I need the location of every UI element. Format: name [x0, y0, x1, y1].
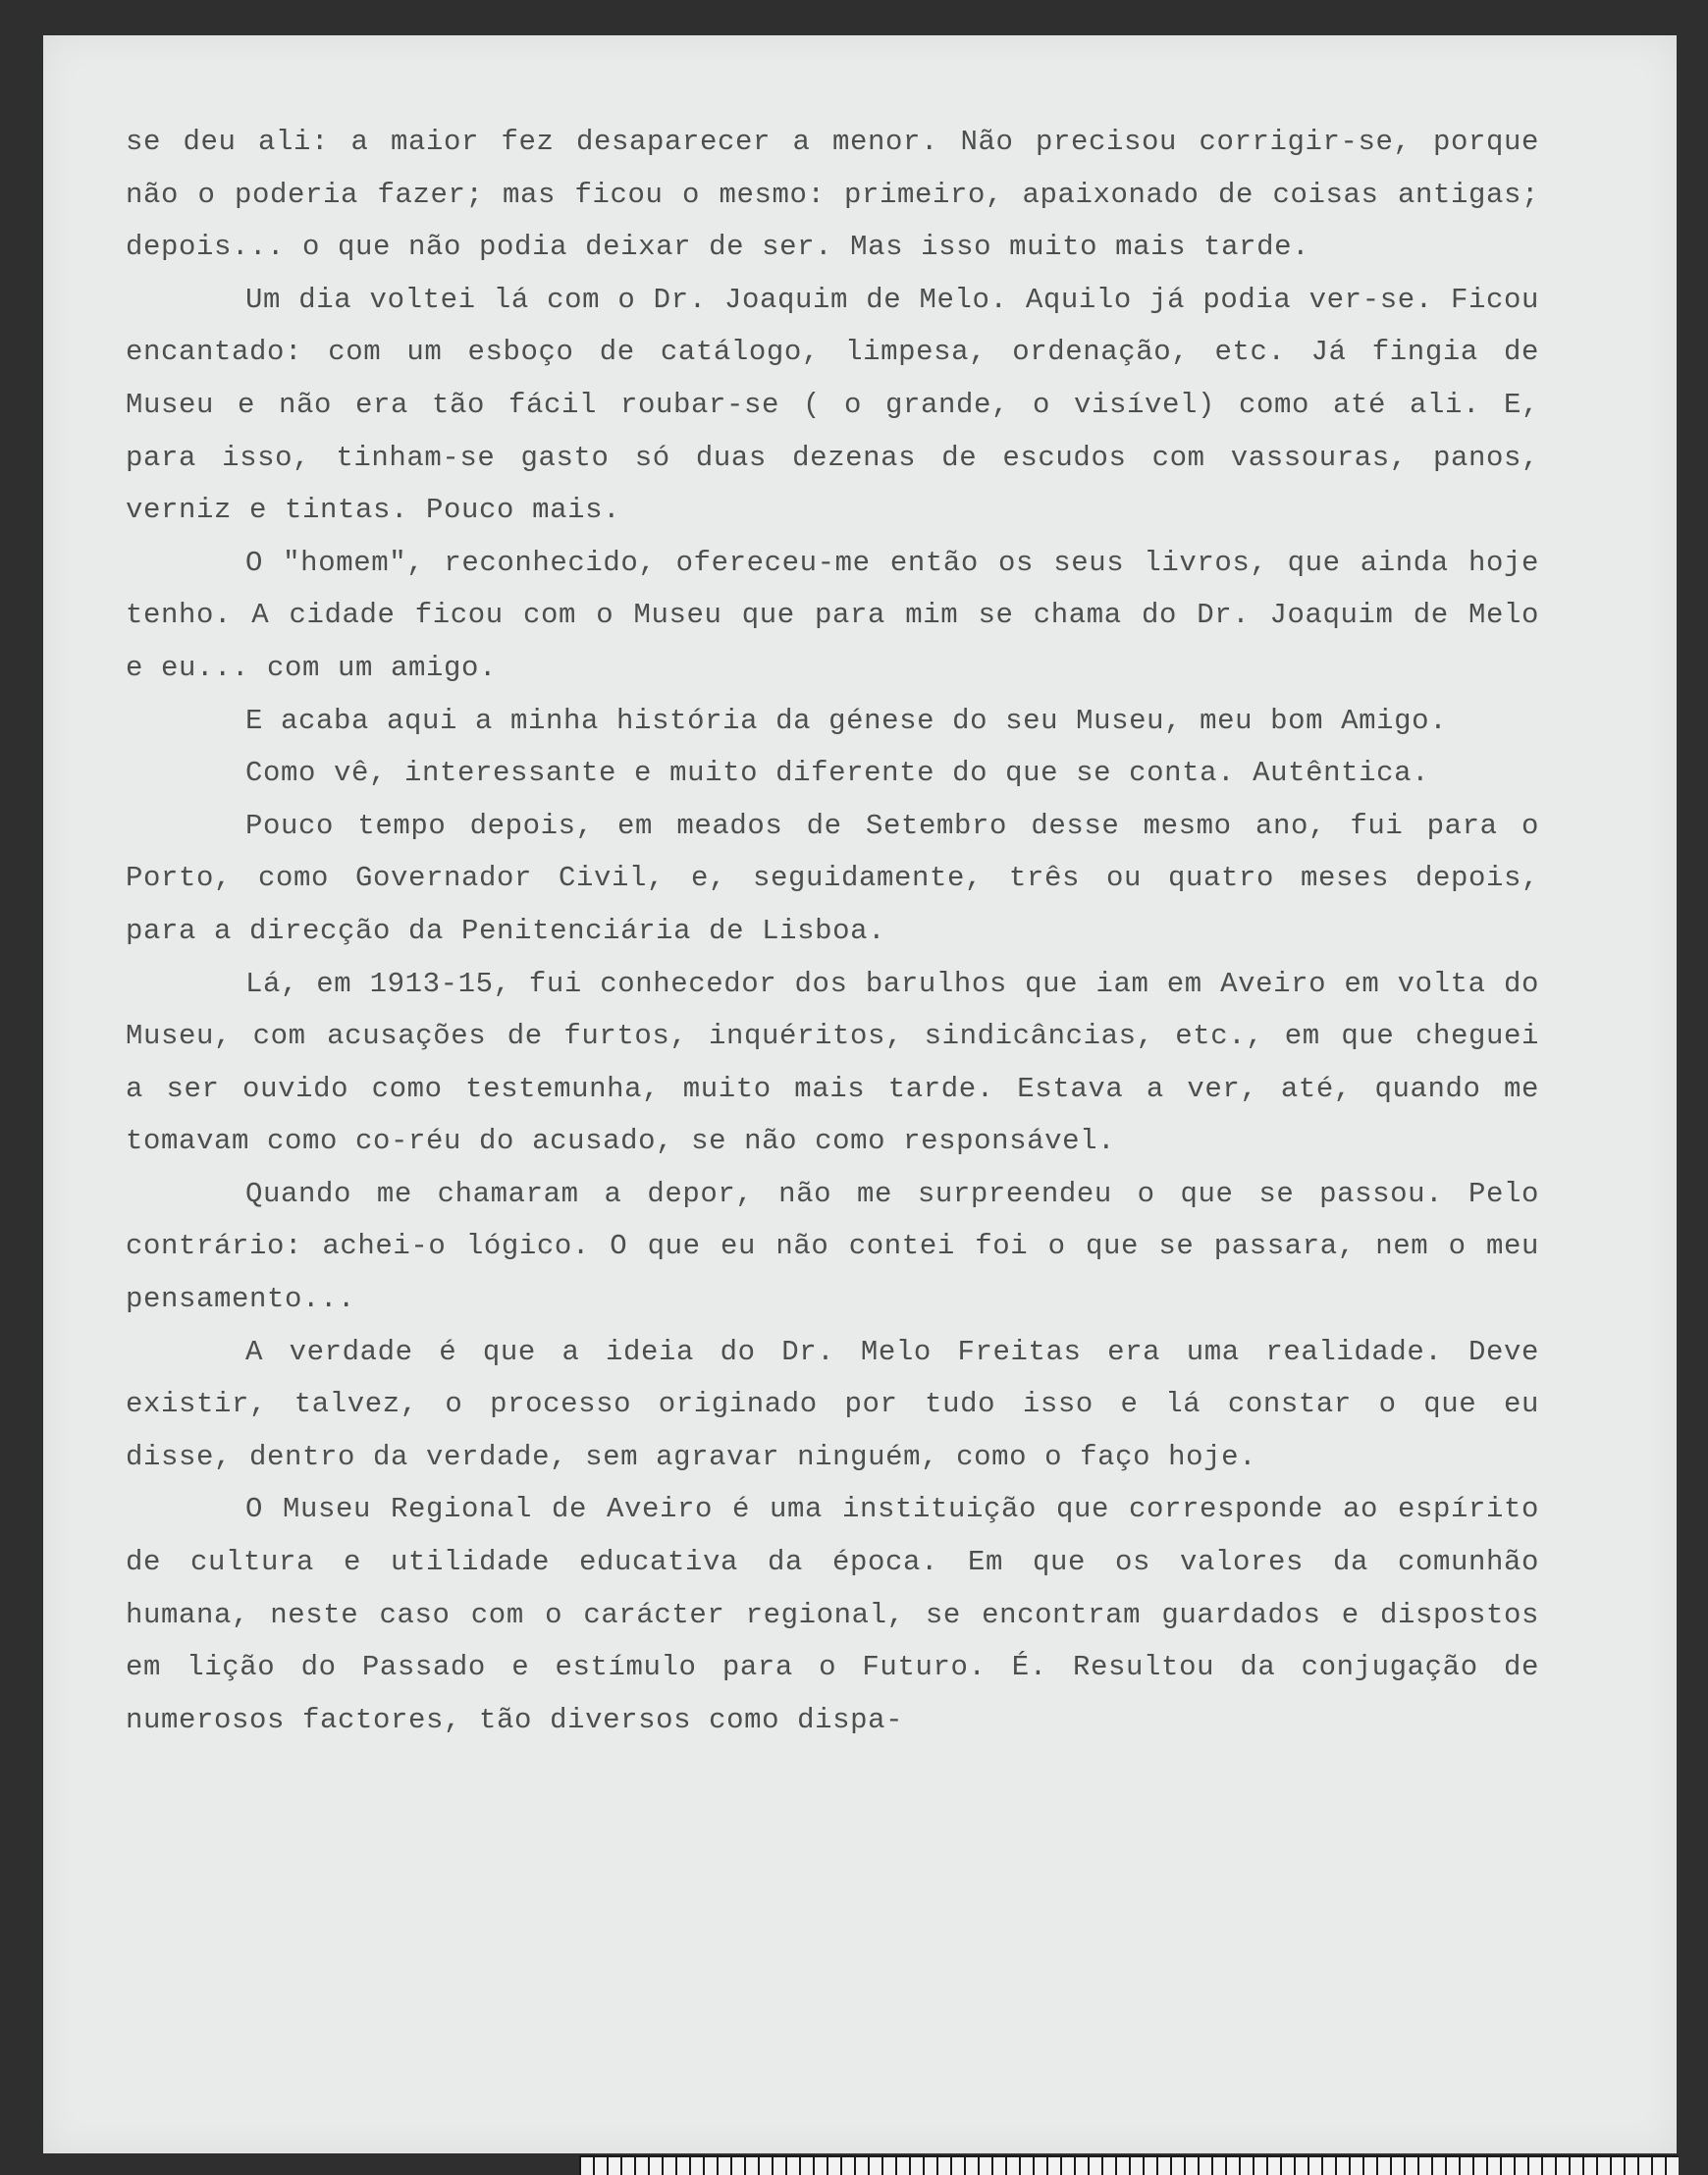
- paragraph-1: se deu ali: a maior fez desaparecer a menor. Não precisou corrigir-se, porque não o poderia fazer; mas ficou o mesmo: primeiro, apaixonado de coisas antigas; depois... o que não podia deixar de ser. Mas isso muito mais tarde.: [126, 126, 1539, 264]
- paragraph-6: Pouco tempo depois, em meados de Setembro desse mesmo ano, fui para o Porto, como Governador Civil, e, seguidamente, três ou quatro meses depois, para a direcção da Penitenciária de Lisboa.: [126, 809, 1539, 947]
- paragraph-3: O "homem", reconhecido, ofereceu-me então os seus livros, que ainda hoje tenho. A cidade ficou com o Museu que para mim se chama do Dr. Joaquim de Melo e eu... com um amigo.: [126, 546, 1539, 684]
- typed-text-body: [126, 116, 1539, 1746]
- paragraph-2: Um dia voltei lá com o Dr. Joaquim de Melo. Aquilo já podia ver-se. Ficou encantado: com um esboço de catálogo, limpesa, ordenação, etc. Já fingia de Museu e não era tão fácil roubar-se ( o grande, o visível) como até ali. E, para isso, tinham-se gasto só duas dezenas de escudos com vassouras, panos, verniz e tintas. Pouco mais.: [126, 283, 1539, 527]
- paragraph-7: Lá, em 1913-15, fui conhecedor dos barulhos que iam em Aveiro em volta do Museu, com acusações de furtos, inquéritos, sindicâncias, etc., em que cheguei a ser ouvido como testemunha, muito mais tarde. Estava a ver, até, quando me tomavam como co-réu do acusado, se não como responsável.: [126, 967, 1539, 1158]
- paragraph-10: O Museu Regional de Aveiro é uma instituição que corresponde ao espírito de cultura e utilidade educativa da época. Em que os valores da comunhão humana, neste caso com o carácter regional, se encontram guardados e dispostos em lição do Passado e estímulo para o Futuro. É. Resultou da conjugação de numerosos factores, tão diversos como dispa-: [126, 1493, 1539, 1736]
- measurement-scale-bar: [579, 2155, 1679, 2175]
- paragraph-9: A verdade é que a ideia do Dr. Melo Freitas era uma realidade. Deve existir, talvez, o processo originado por tudo isso e lá constar o que eu disse, dentro da verdade, sem agravar ninguém, como o faço hoje.: [126, 1335, 1539, 1473]
- paragraph-8: Quando me chamaram a depor, não me surpreendeu o que se passou. Pelo contrário: achei-o lógico. O que eu não contei foi o que se passara, nem o meu pensamento...: [126, 1177, 1539, 1316]
- paragraph-4: E acaba aqui a minha história da génese do seu Museu, meu bom Amigo.: [245, 704, 1448, 737]
- paragraph-5: Como vê, interessante e muito diferente do que se conta. Autêntica.: [245, 757, 1430, 790]
